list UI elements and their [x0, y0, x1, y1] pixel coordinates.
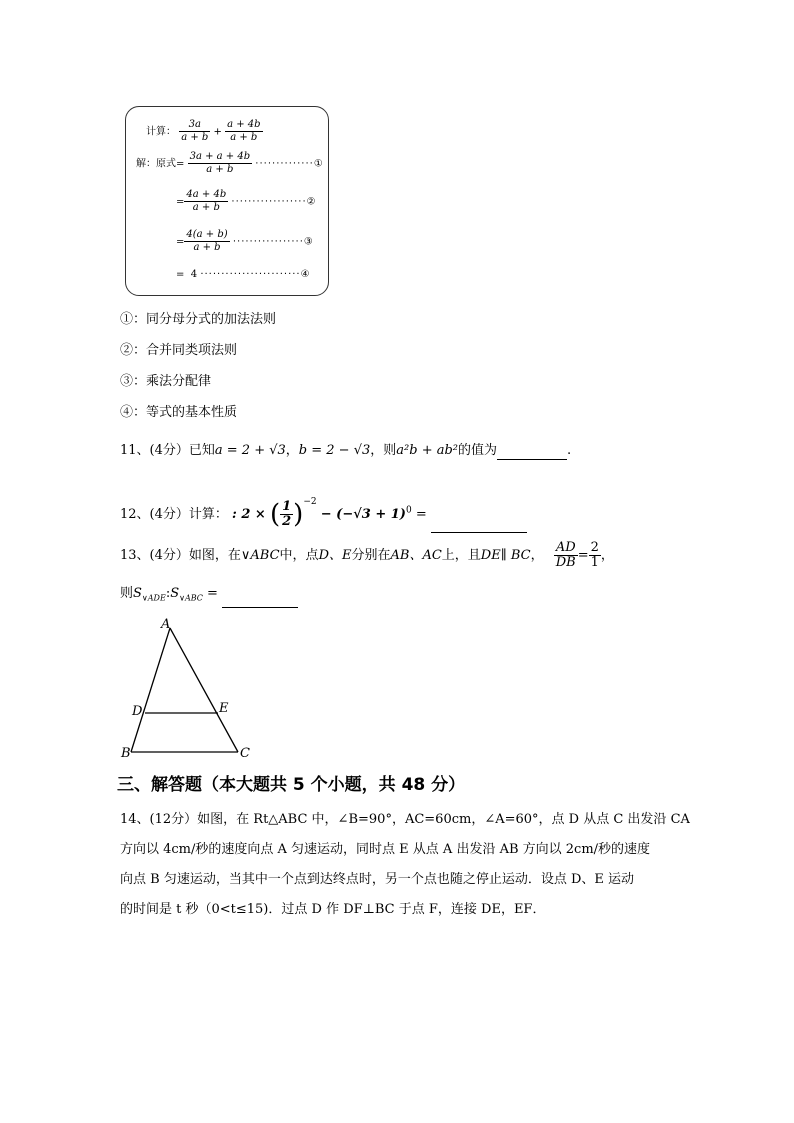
- question-14: 14、(12分）如图，在 Rt△ABC 中，∠B=90°，AC=60cm，∠A=60°，点 D 从点 C 出发沿 CA 方向以 4cm/秒的速度向点 A 匀速运动，同时点 E 从点 A 出发沿 AB 方向以 2cm/秒的速度 向点 B 匀速运动，当其中一个点到达终点时，另一个点也随之停止运动．设点 D、E 运动 的时间是 t 秒（0<t≤15)．过点 D 作 DF⊥BC 于点 F，连接 DE，EF．: [120, 812, 690, 917]
- label-e: E: [219, 701, 229, 716]
- reason-4: ④：等式的基本性质: [120, 405, 238, 420]
- side-ac: [170, 628, 238, 752]
- answer-blank-11[interactable]: [497, 441, 567, 460]
- reason-2: ②：合并同类项法则: [120, 343, 238, 358]
- reason-3: ③：乘法分配律: [120, 374, 212, 389]
- label-b: B: [121, 746, 131, 761]
- calc-fraction-1: $\frac{3a}{a + b}$: [181, 119, 209, 143]
- solution-step-3: = $\frac{4(a + b)}{a + b}$ ·················③: [176, 229, 313, 253]
- question-12: 12、(4分）计算： : 2 × ( $\frac{1}{2}$ )$^{-2} - (-√3 + 1)^0$ =: [120, 484, 527, 533]
- triangle-figure: [112, 614, 262, 764]
- solution-step-1: 解：原式= $\frac{3a + a + 4b}{a + b}$ ··············①: [136, 151, 323, 175]
- question-11: 11、(4分）已知a = 2 + √3，b = 2 − √3，则a²b + ab²的值为 .: [120, 443, 572, 458]
- question-13-line-2: 则$S_{\vee ADE}:S_{\vee ABC}$ =: [120, 585, 298, 608]
- answer-blank-13[interactable]: [222, 589, 298, 608]
- label-a: A: [161, 617, 171, 632]
- answer-blank-12[interactable]: [431, 496, 527, 533]
- label-d: D: [132, 704, 143, 719]
- question-13-line-1: 13、(4分）如图，在∨ABC中，点D、E分别在AB、AC上，且DE∥ BC， $\frac{AD}{DB}$ = $\frac{2}{1}$ ，: [120, 540, 614, 570]
- label-c: C: [240, 746, 250, 761]
- worked-example-box: [125, 106, 329, 296]
- side-ab: [131, 628, 170, 752]
- section-3-heading: 三、解答题（本大题共 5 个小题，共 48 分）: [117, 775, 466, 795]
- calc-line: 计算： $\frac{3a}{a + b}$ + $\frac{a + 4b}{a + b}$: [146, 119, 261, 143]
- calc-fraction-2: $\frac{a + 4b}{a + b}$: [227, 119, 261, 143]
- reason-1: ①：同分母分式的加法法则: [120, 312, 277, 327]
- solution-step-2: = $\frac{4a + 4b}{a + b}$ ··················②: [176, 189, 316, 213]
- solution-step-4: = 4 ························④: [176, 269, 310, 280]
